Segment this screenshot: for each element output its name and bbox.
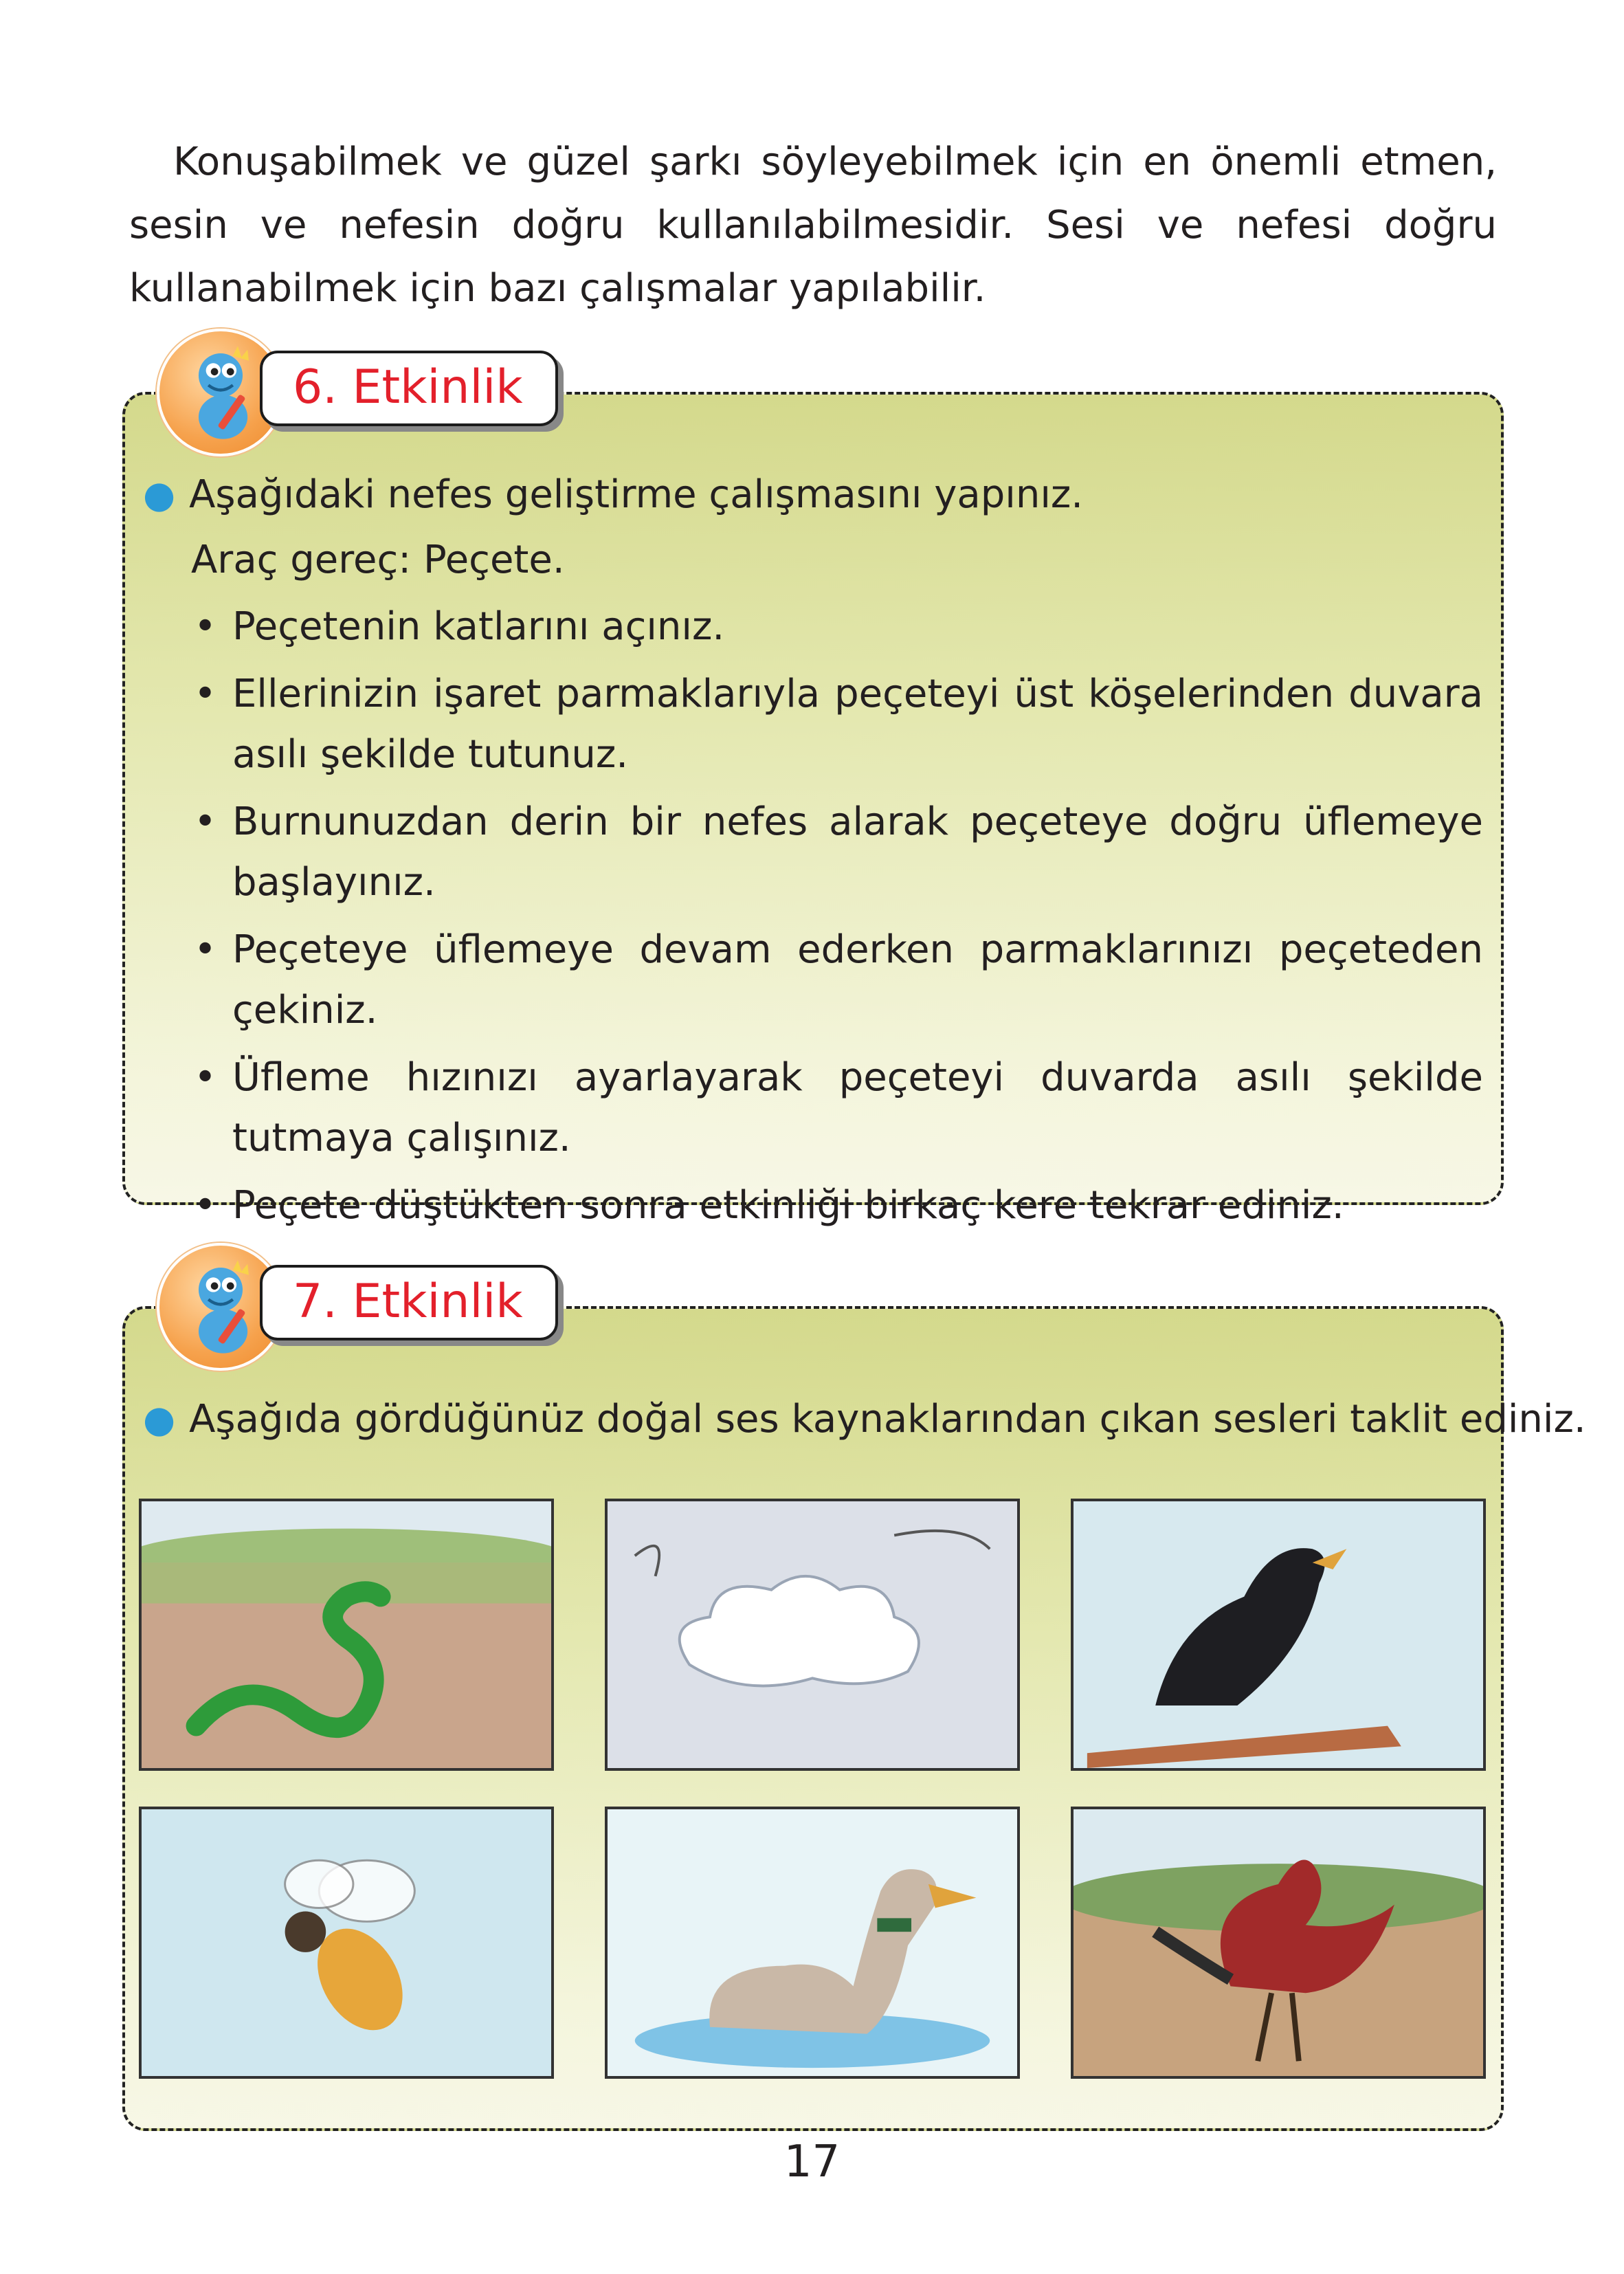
list-item: • Peçeteye üflemeye devam ederken parmaklarınızı peçeteden çekiniz. [191,920,1483,1041]
activity-6-instruction-text: Aşağıdaki nefes geliştirme çalışmasını yapınız. [189,472,1084,517]
list-item-text: • Burnunuzdan derin bir nefes alarak peçeteye doğru üflemeye başlayınız. [232,799,1483,905]
activity-7-instruction-text: Aşağıda gördüğünüz doğal ses kaynaklarından çıkan sesleri taklit ediniz. [189,1397,1586,1442]
wind-picture [605,1499,1020,1771]
activity-6-materials: Araç gereç: Peçete. [191,538,565,582]
list-item [191,1048,1483,1169]
rooster-picture [1071,1807,1486,2079]
activity-7-title: 7. Etkinlik [260,1265,558,1340]
list-item-text: • Ellerinizin işaret parmaklarıyla peçeteyi üst köşelerinden duvara asılı şekilde tutunuz. [232,672,1483,777]
list-item: • Peçetenin katlarını açınız. [191,597,1483,657]
activity-7-instruction [143,1392,1586,1447]
activity-6-title: 6. Etkinlik [260,351,558,426]
bee-picture [139,1807,554,2079]
bullet-icon: ● [143,473,176,516]
activity-6-instruction [143,467,1083,522]
bullet-icon: ● [143,1398,176,1441]
list-item-text: • Üfleme hızınızı ayarlayarak peçeteyi duvarda asılı şekilde tutmaya çalışınız. [232,1055,1483,1160]
intro-paragraph: Konuşabilmek ve güzel şarkı söyleyebilmek için en önemli etmen, sesin ve nefesin doğru kullanılabilmesidir. Sesi ve nefesi doğru kullanabilmek için bazı çalışmalar yapılabilir. [129,140,1497,311]
snake-picture [139,1499,554,1771]
page-number: 17 [783,2137,841,2187]
crow-picture [1071,1499,1486,1771]
list-item: • Peçete düştükten sonra etkinliği birkaç kere tekrar ediniz. [191,1175,1483,1236]
list-item [191,664,1483,785]
list-item [191,792,1483,913]
activity-6-steps [191,597,1483,1243]
duck-picture [605,1807,1020,2079]
